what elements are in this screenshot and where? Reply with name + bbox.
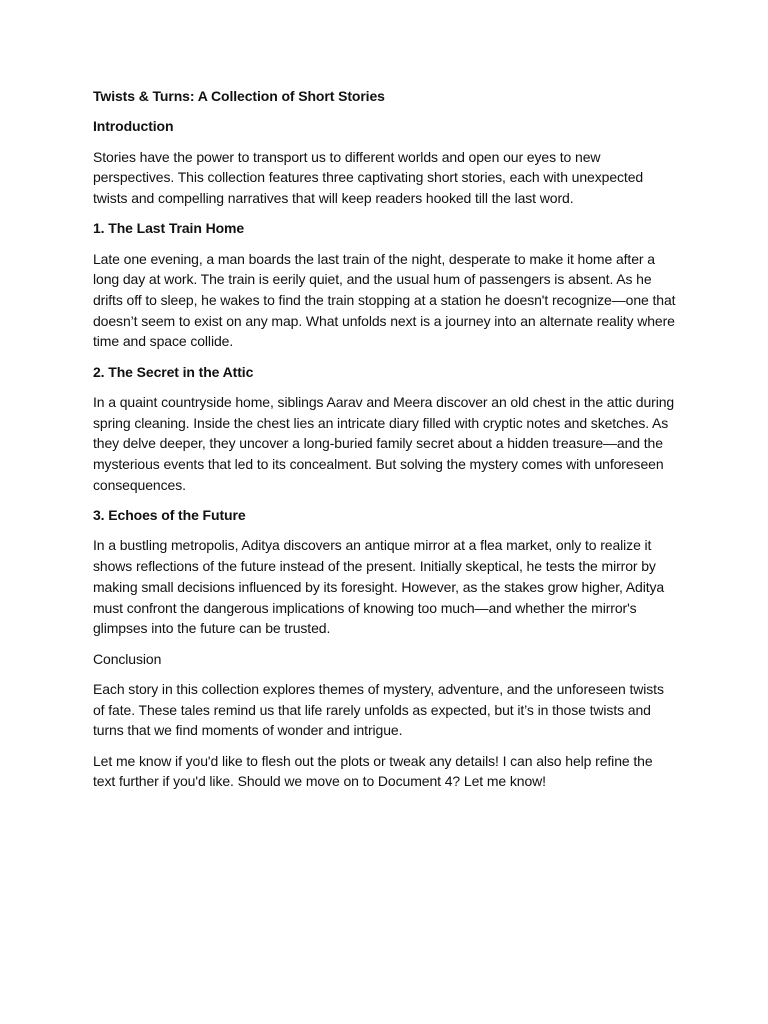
closing-note: Let me know if you'd like to flesh out the plots or tweak any details! I can also help refine the text further if you'd like. Should we move on to Document 4? Let me know! [93,752,653,790]
story-3-heading: 3. Echoes of the Future [93,507,246,524]
document-page [93,86,678,802]
story-2-paragraph: In a quaint countryside home, siblings Aarav and Meera discover an old chest in the attic during spring cleaning. Inside the chest lies an intricate diary filled with cryptic notes and sketches. As they delve deeper, they uncover a long-buried family secret about a hidden treasure—and the mysterious events that led to its concealment. But solving the mystery comes with unforeseen consequences. [93,394,675,493]
conclusion-heading: Conclusion [93,650,162,667]
introduction-heading: Introduction [93,118,174,135]
story-1-heading: 1. The Last Train Home [93,220,245,237]
story-1-paragraph: Late one evening, a man boards the last train of the night, desperate to make it home after a long day at work. The train is eerily quiet, and the usual hum of passengers is absent. As he drifts off to sleep, he wakes to find the train stopping at a station he doesn't recognize—one that doesn’t seem to exist on any map. What unfolds next is a journey into an alternate reality where time and space collide. [93,250,676,350]
story-3-paragraph: In a bustling metropolis, Aditya discovers an antique mirror at a flea market, only to realize it shows reflections of the future instead of the present. Initially skeptical, he tests the mirror by making small decisions influenced by its foresight. However, as the stakes grow higher, Aditya must confront the dangerous implications of knowing too much—and whether the mirror's glimpses into the future can be trusted. [93,537,665,637]
introduction-paragraph: Stories have the power to transport us to different worlds and open our eyes to new perspectives. This collection features three captivating short stories, each with unexpected twists and compelling narratives that will keep readers hooked till the last word. [93,148,644,206]
story-2-heading: 2. The Secret in the Attic [93,363,254,380]
document-title: Twists & Turns: A Collection of Short Stories [93,88,385,104]
conclusion-paragraph: Each story in this collection explores themes of mystery, adventure, and the unforeseen twists of fate. These tales remind us that life rarely unfolds as expected, but it’s in those twists and turns that we find moments of wonder and intrigue. [93,680,664,739]
